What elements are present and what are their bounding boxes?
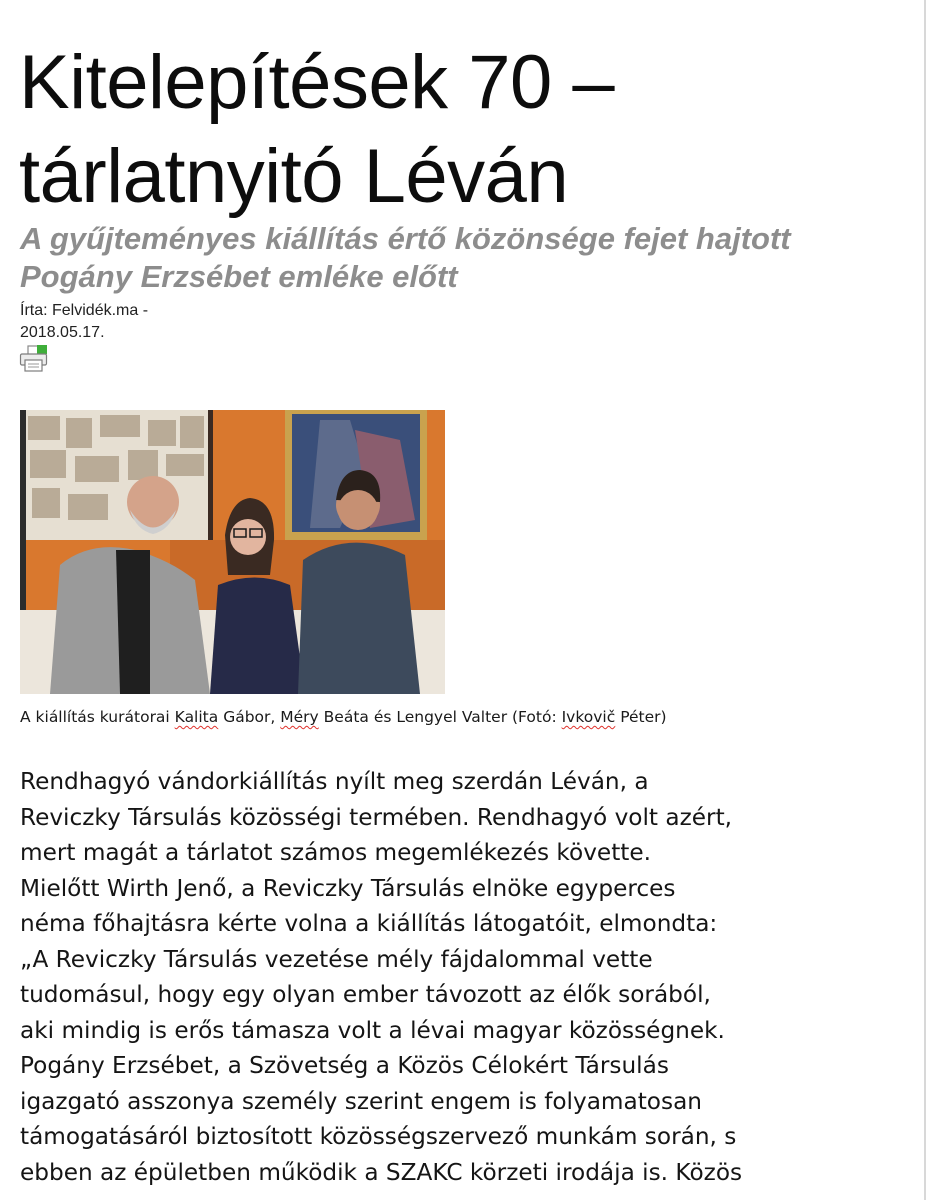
body-line: mert magát a tárlatot számos megemlékezés követte. [20, 839, 652, 866]
subtitle-line-1: A gyűjteményes kiállítás értő közönsége fejet hajtott [20, 221, 791, 256]
caption-prefix: A kiállítás kurátorai [20, 708, 175, 726]
body-line: Rendhagyó vándorkiállítás nyílt meg szerdán Léván, a [20, 768, 649, 795]
body-line: tudomásul, hogy egy olyan ember távozott az élők sorából, [20, 981, 711, 1008]
article-body [20, 764, 900, 1190]
title-line-1: Kitelepítések 70 – [19, 40, 615, 125]
title-line-2: tárlatnyitó Léván [19, 134, 569, 219]
body-line: Mielőtt Wirth Jenő, a Reviczky Társulás elnöke egyperces [20, 874, 676, 902]
caption-suffix: Péter) [615, 708, 667, 726]
body-line: ebben az épületben működik a SZAKC körzeti irodája is. Közös [20, 1158, 743, 1186]
photo-caption [20, 705, 667, 729]
article-title [19, 36, 899, 224]
caption-mid-2: Beáta és Lengyel Valter (Fotó: [318, 708, 562, 726]
publish-date: 2018.05.17. [20, 324, 105, 341]
printer-icon[interactable] [19, 345, 49, 373]
body-line: támogatásáról biztosított közösségszervező munkám során, s [20, 1123, 737, 1150]
body-line: Pogány Erzsébet, a Szövetség a Közös Célokért Társulás [20, 1052, 669, 1079]
body-line: Reviczky Társulás közösségi termében. Rendhagyó volt azért, [20, 803, 733, 831]
caption-name-ivkovic: Ivkovič [561, 708, 616, 726]
body-line: aki mindig is erős támasza volt a lévai magyar közösségnek. [20, 1016, 725, 1044]
article-subtitle [20, 220, 900, 296]
caption-mid-1: Gábor, [218, 708, 281, 726]
body-line: igazgató asszonya személy szerint engem is folyamatosan [20, 1087, 702, 1115]
caption-name-kalita: Kalita [174, 708, 219, 726]
article-meta [20, 300, 148, 344]
body-line: „A Reviczky Társulás vezetése mély fájdalommal vette [20, 945, 653, 973]
body-line: néma főhajtásra kérte volna a kiállítás látogatóit, elmondta: [20, 910, 718, 937]
byline: Írta: Felvidék.ma - [20, 302, 149, 319]
article-photo [20, 410, 445, 694]
caption-name-mery: Méry [280, 708, 319, 726]
subtitle-line-2: Pogány Erzsébet emléke előtt [20, 259, 458, 294]
